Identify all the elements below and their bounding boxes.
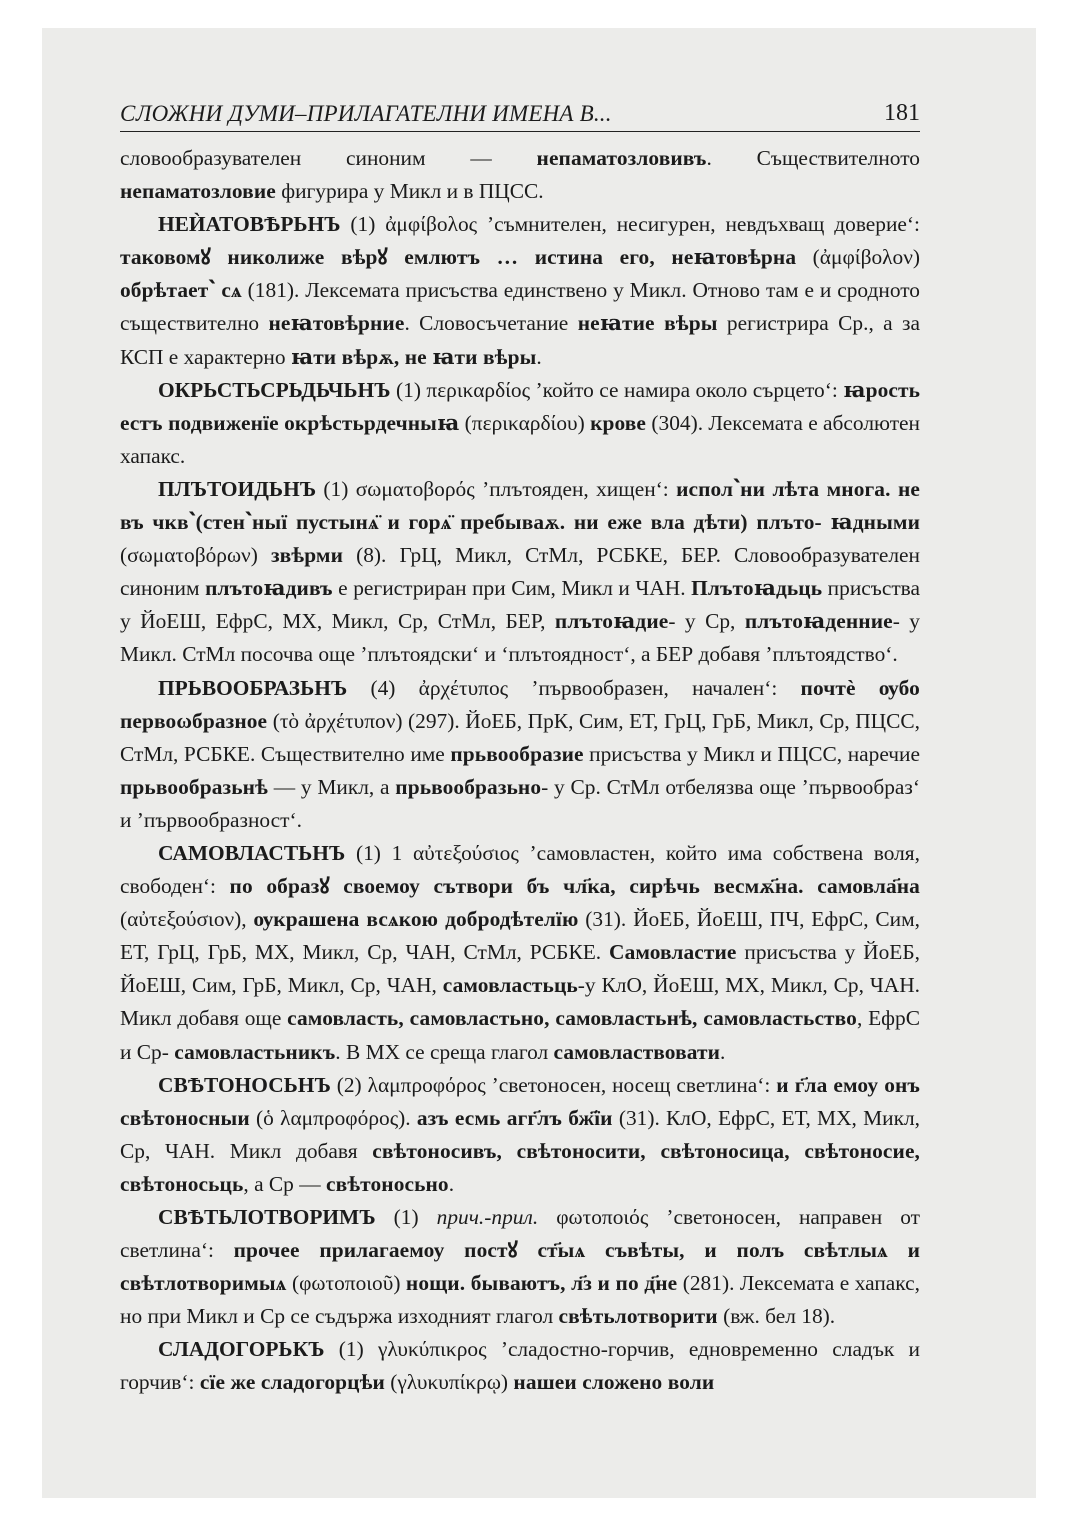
church-slavonic-quote: почтѐ ѹбо первоωбразное <box>120 675 920 733</box>
headword: СЛАДОГОРЬКЪ <box>158 1337 325 1362</box>
body-text-run: присъства у ЙоЕШ, ЕфрС, МХ, Микл, Ср, СтМл, БЕР, <box>120 576 920 634</box>
body-text-run: (σωματοβόρων) <box>120 543 271 568</box>
church-slavonic-quote: свѣтьлотворити <box>558 1304 718 1329</box>
paragraph-p8 <box>120 1333 920 1399</box>
body-text-run: (4) ἀρχέτυπος ’първообразен, начален‘: <box>347 675 801 700</box>
body-text-run: фигурира у Микл и в ПЦСС. <box>275 179 544 204</box>
church-slavonic-quote: самовластвовати <box>553 1039 720 1064</box>
headword: САМОВЛАСТЬНЪ <box>158 840 346 865</box>
church-slavonic-quote: испол՝ни лѣта многа. не въ чкв՝(стен՝ныї пустынѧ̈ и горѧ̈ пребываѫ. ни еже вла дѣти) плъто- ꙗдными <box>120 476 921 535</box>
paragraph-p1 <box>120 208 920 373</box>
body-text-run: (τὸ ἀρχέτυπον) (297). ЙоЕБ, ПрК, Сим, ЕТ, ГрЦ, ГрБ, Микл, Ср, ПЦСС, СтМл, РСБКЕ. Съществително име <box>120 708 920 766</box>
body-text-run: (2) λαμπροφόρος ’светоносен, носещ светлина‘: <box>330 1072 777 1097</box>
church-slavonic-quote: прочее прилагаемоу постꙋ ст҃ыѧ съвѣты, и полъ свѣтлыѧ и свѣтлотворимыѧ <box>120 1238 921 1296</box>
body-text-run: - у Ср, <box>668 609 745 634</box>
body-text-run: (1) περικαρδίος ’който се намира около сърцето‘: <box>390 377 844 402</box>
church-slavonic-quote: азъ есмь агг҃лъ бж҃їи <box>416 1105 613 1130</box>
body-text-run: . <box>536 344 542 369</box>
paragraph-p7 <box>120 1201 920 1333</box>
headword: СВѢТОНОСЬНЪ <box>158 1072 331 1097</box>
church-slavonic-quote: свѣтоносьно <box>325 1171 449 1196</box>
church-slavonic-quote: ꙗрость естъ подвиженїе окрѣстьрдечныꙗ <box>120 377 920 435</box>
body-text-run: (1) σωματοβορός ’плътояден, хищен‘: <box>316 476 677 501</box>
church-slavonic-quote: ѹкрашена всѧкою добродѣтелїю <box>253 907 579 932</box>
paragraph-p2 <box>120 374 920 473</box>
body-text-run: (181). Лексемата присъства единствено у Микл. Отново там е и сродното съществително <box>120 278 920 336</box>
body-text-run: (γλυκυπίκρῳ) <box>384 1370 514 1395</box>
church-slavonic-quote: прьвообразие <box>450 741 584 766</box>
book-page <box>120 100 920 1400</box>
body-text-run: (αὐτεξούσιον), <box>120 907 254 932</box>
headword: ОКРЬСТЬСРЬДЬЧЬНЪ <box>158 377 391 402</box>
body-text-run: — у Микл, а <box>268 774 396 799</box>
running-header <box>120 100 920 132</box>
church-slavonic-quote: Плътоꙗдьць <box>691 576 823 601</box>
church-slavonic-quote: неꙗтовѣрние <box>268 311 405 336</box>
body-text-run: (ὁ λαμπροφόρος). <box>249 1105 417 1130</box>
body-text-run: присъства у ЙоЕБ, ЙоЕШ, Сим, ГрБ, Микл, Ср, ЧАН, <box>120 940 920 998</box>
church-slavonic-quote: плътоꙗдие <box>554 609 669 634</box>
headword: ПРЬВООБРАЗЬНЪ <box>158 675 348 700</box>
church-slavonic-quote: прьвообразьнѣ <box>120 774 268 799</box>
body-text-run: (вж. бел 18). <box>717 1304 836 1329</box>
body-text-run: . <box>720 1039 726 1064</box>
body-text-run: (304). Лексемата е абсолютен хапакс. <box>120 410 920 468</box>
headword: ПЛЪТОИДЬНЪ <box>158 476 317 501</box>
body-text-run: , а Ср — <box>243 1171 326 1196</box>
body-text-run: регистрира Ср., а за КСП е характерно <box>120 311 921 369</box>
church-slavonic-quote: обрѣтает՝ сѧ <box>120 278 242 303</box>
body-text-run: . В МХ се среща глагол <box>335 1039 554 1064</box>
church-slavonic-quote: свѣтоносивъ, свѣтоносити, свѣтоносица, свѣтоносие, свѣтоносьць <box>120 1138 920 1196</box>
body-text-run: - у Ср. СтМл отбелязва още ’първообраз‘ и ’първообразност‘. <box>120 774 920 832</box>
church-slavonic-quote: таковомꙋ николиже вѣрꙋ емлютъ … истина его, неꙗтовѣрна <box>120 245 797 270</box>
body-text-run: (περικαρδίου) <box>459 410 591 435</box>
body-text-run: (1) <box>375 1205 437 1229</box>
body-text <box>120 142 920 1400</box>
body-text-run: - у Микл. СтМл посочва още ’плътоядски‘ и ‘плътоядност‘, а БЕР добавя ’плътоядство‘. <box>120 609 921 667</box>
church-slavonic-quote: прьвообразьно <box>395 774 542 799</box>
church-slavonic-quote: нашеи сложено воли <box>513 1370 715 1395</box>
church-slavonic-quote: неꙗтие вѣры <box>577 311 718 336</box>
headword: СВѢТЬЛОТВОРИМЪ <box>158 1205 376 1229</box>
church-slavonic-quote: нощи. бываютъ, л҃з и по д҃не <box>405 1271 678 1296</box>
church-slavonic-quote: Самовластие <box>609 940 737 965</box>
church-slavonic-quote: самовластьникъ <box>174 1039 336 1064</box>
body-text-run: (31). ЙоЕБ, ЙоЕШ, ПЧ, ЕфрС, Сим, ЕТ, ГрЦ, ГрБ, МХ, Микл, Ср, ЧАН, СтМл, РСБКЕ. <box>120 907 920 965</box>
body-text-run: (φωτοποιοῦ) <box>286 1271 406 1296</box>
church-slavonic-quote: и г҃ла емоу онъ свѣтоносныи <box>120 1072 920 1130</box>
body-text-run: (ἀμφίβολον) <box>796 245 921 270</box>
body-text-run: (1) γλυκύπικρος ’сладостно-горчив, едновременно сладък и горчив‘: <box>120 1337 920 1395</box>
church-slavonic-quote: крове <box>590 410 647 435</box>
church-slavonic-quote: плътоꙗденние <box>744 609 893 634</box>
grammatical-label: прич.-прил. <box>436 1205 539 1229</box>
body-text-run: φωτοποιός ’светоносен, направен от светлина‘: <box>120 1205 920 1263</box>
church-slavonic-quote: звѣрми <box>270 543 343 568</box>
church-slavonic-quote: сїе же сладогорцѣи <box>199 1370 385 1395</box>
body-text-run: словообразувателен синоним — <box>120 146 537 170</box>
body-text-run: присъства у Микл и ПЦСС, наречие <box>583 741 920 766</box>
church-slavonic-quote: непаматозловивъ <box>536 146 707 170</box>
paragraph-p3 <box>120 473 920 672</box>
body-text-run: (8). ГрЦ, Микл, СтМл, РСБКЕ, БЕР. Словообразувателен синоним <box>120 543 920 601</box>
body-text-run: (1) 1 αὐτεξούσιος ’самовластен, който има собствена воля, свободен‘: <box>120 840 920 899</box>
body-text-run: (281). Лексемата е хапакс, но при Микл и Ср се съдържа изходният глагол <box>120 1271 920 1329</box>
page-number: 181 <box>884 100 920 126</box>
church-slavonic-quote: плътоꙗдивъ <box>205 576 333 601</box>
paragraph-p4 <box>120 672 920 837</box>
church-slavonic-quote: самовласть, самовластьно, самовластьнѣ, самовластьство <box>287 1006 857 1031</box>
paragraph-p0 <box>120 142 920 208</box>
paragraph-p6 <box>120 1069 920 1201</box>
paragraph-p5 <box>120 837 920 1069</box>
body-text-run: е регистриран при Сим, Микл и ЧАН. <box>332 576 692 601</box>
body-text-run: . Съществителното <box>706 146 920 170</box>
headword: НЕЍАТОВѢРЬНЪ <box>158 212 341 237</box>
body-text-run: , ЕфрС и Ср- <box>120 1006 920 1064</box>
church-slavonic-quote: самовластьць <box>442 973 578 998</box>
church-slavonic-quote: непаматозловие <box>120 179 276 204</box>
body-text-run: . <box>448 1171 455 1196</box>
body-text-run: (31). КлО, ЕфрС, ЕТ, МХ, Микл, Ср, ЧАН. Микл добавя <box>120 1105 920 1163</box>
running-title: СЛОЖНИ ДУМИ–ПРИЛАГАТЕЛНИ ИМЕНА В... <box>120 101 612 126</box>
body-text-run: . Словосъчетание <box>404 311 578 336</box>
body-text-run: (1) ἀμφίβολος ’съмнителен, несигурен, невдъхващ доверие‘: <box>340 212 920 237</box>
church-slavonic-quote: ꙗти вѣрѫ, не ꙗти вѣры <box>290 344 537 369</box>
church-slavonic-quote: по образꙋ своемоу сътвори бъ чл҃ка, сирѣчь весмѫ҃на. самовла҃на <box>229 874 920 899</box>
body-text-run: -у КлО, ЙоЕШ, МХ, Микл, Ср, ЧАН. Микл добавя още <box>120 973 920 1031</box>
